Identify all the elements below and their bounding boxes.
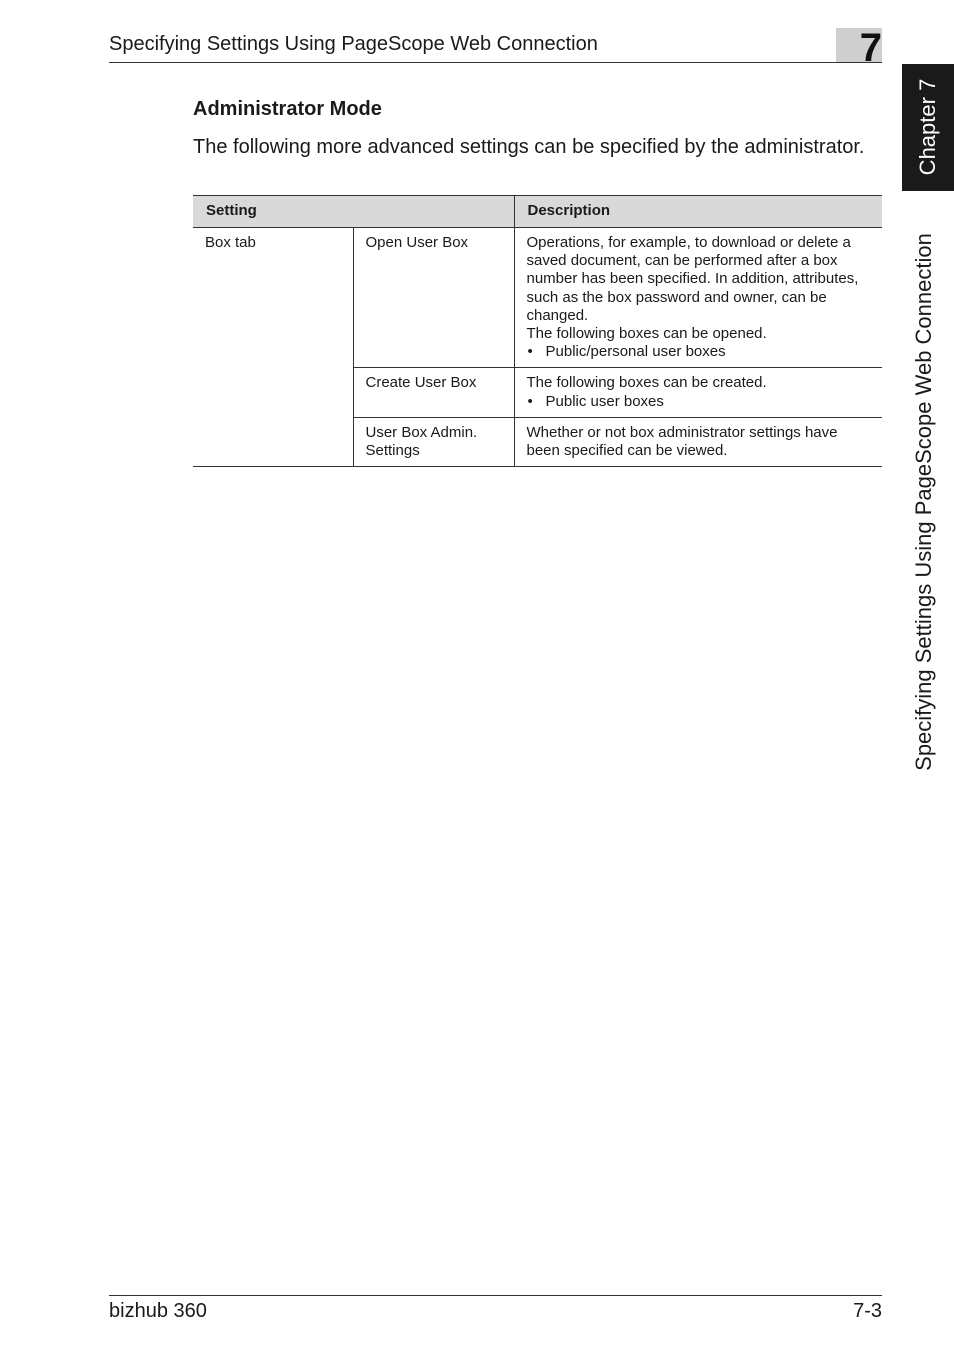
section-heading: Administrator Mode [193,98,382,120]
intro-paragraph: The following more advanced settings can be specified by the administrator. [193,136,865,158]
description-bullet: • Public/personal user boxes [527,343,875,361]
side-section-title: Specifying Settings Using PageScope Web Connection [911,233,936,771]
setting-group: Box tab [193,228,353,467]
description-bullet: • Public user boxes [527,393,875,411]
description-text: Whether or not box administrator settings have been specified can be viewed. [526,423,838,460]
footer-product: bizhub 360 [109,1300,207,1322]
setting-item: Open User Box [353,228,514,368]
footer-divider [109,1295,882,1296]
table-row [193,228,882,368]
setting-description [514,417,882,466]
setting-description [514,368,882,417]
settings-table [193,195,882,467]
description-text: Operations, for example, to download or delete a saved document, can be performed after a box number has been specified. In addition, attributes, such as the box password and owner, can be changed. [526,234,859,324]
chapter-number: 7 [859,26,882,70]
table-header-row [193,196,882,228]
footer-page-number: 7-3 [853,1300,882,1322]
header-description: Description [514,196,882,228]
chapter-tab-label: Chapter 7 [915,78,940,176]
setting-item: Create User Box [353,368,514,417]
description-text: The following boxes can be opened. [526,325,767,343]
setting-item: User Box Admin. Settings [353,417,514,466]
chapter-number-box [836,26,882,70]
chapter-tab [902,64,954,191]
header-setting: Setting [193,196,514,228]
page-header-title: Specifying Settings Using PageScope Web Connection [109,33,598,55]
description-text: The following boxes can be created. [526,374,767,392]
header-divider [109,62,882,63]
setting-description [514,228,882,368]
